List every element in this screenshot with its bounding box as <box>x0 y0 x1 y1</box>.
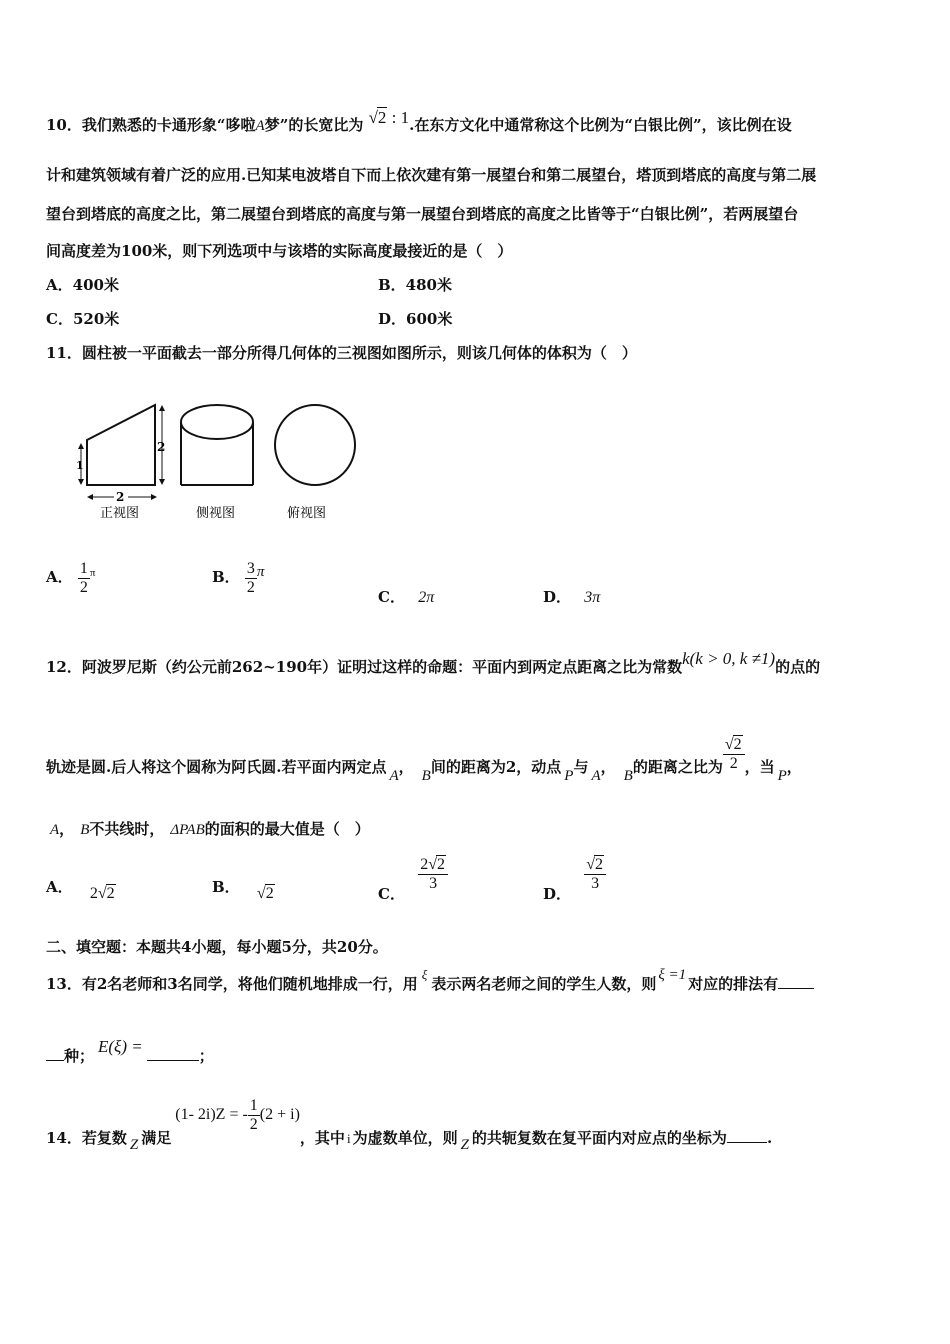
section-2-heading: 二、填空题：本题共4小题，每小题5分，共20分。 <box>46 938 388 956</box>
q11-option-d[interactable]: D． 3π <box>543 588 601 606</box>
top-view-label: 俯视图 <box>287 506 327 521</box>
q13-blank-1b[interactable] <box>46 1060 64 1061</box>
q10-option-b[interactable]: B．480米 <box>378 276 452 294</box>
q12-option-a[interactable]: A． 2√2 <box>46 878 115 902</box>
three-view-figure <box>70 395 370 530</box>
q10-option-c[interactable]: C．520米 <box>46 310 120 328</box>
q10-line1: 10．我们熟悉的卡通形象“哆啦A梦”的长宽比为 √2 : 1.在东方文化中通常称这个比例为“白银比例”，该比例在设 <box>46 108 792 134</box>
q13-blank-1a[interactable] <box>778 988 814 989</box>
q13-blank-2[interactable] <box>147 1060 199 1061</box>
q12-line1: 12．阿波罗尼斯（约公元前262~190年）证明过这样的命题：平面内到两定点距离之比为常数k(k > 0, k ≠1)的点的 <box>46 649 821 676</box>
side-view-ellipse <box>181 405 253 439</box>
q11-option-a[interactable]: A． $\frac{1}{2}$ $^\pi$ <box>46 560 96 596</box>
q14-blank[interactable] <box>727 1142 767 1143</box>
dim-label-left: 1 <box>76 459 84 472</box>
q12-option-b[interactable]: B． √2 <box>212 878 274 902</box>
side-view-label: 侧视图 <box>196 506 236 521</box>
q11-option-b[interactable]: B． $\frac{3}{2}$ π <box>212 560 265 596</box>
q10-option-a[interactable]: A．400米 <box>46 276 119 294</box>
q10-line3: 望台到塔底的高度之比，第二展望台到塔底的高度与第一展望台到塔底的高度之比皆等于“白银比例”，若两展望台 <box>46 205 799 223</box>
q13-line2: 种； E(ξ) = ； <box>46 1045 214 1066</box>
front-view-label: 正视图 <box>100 506 140 521</box>
q14-line: 14．若复数 Z 满足(1- 2i)Z = - $\frac{1}{2}$ (2 + i)，其中 i 为虚数单位，则 Z 的共轭复数在复平面内对应点的坐标为 . <box>46 1097 773 1154</box>
q10-line4: 间高度差为100米，则下列选项中与该塔的实际高度最接近的是（ ） <box>46 242 513 260</box>
q12-option-c[interactable]: C． $\frac{2√2}{3}$ <box>378 855 448 892</box>
q11-option-c[interactable]: C． 2π <box>378 588 435 606</box>
q12-option-d[interactable]: D． $\frac{√2}{3}$ <box>543 855 606 892</box>
dim-label-bottom: 2 <box>116 490 125 504</box>
front-view-shape <box>87 405 155 485</box>
q13-line1: 13．有2名老师和3名同学，将他们随机地排成一行，用ξ表示两名老师之间的学生人数，则 ξ =1 对应的排法有 <box>46 973 814 994</box>
q10-line2: 计和建筑领域有着广泛的应用.已知某电波塔自下而上依次建有第一展望台和第二展望台，塔顶到塔底的高度与第二展 <box>46 166 817 184</box>
dim-label-right: 2 <box>157 440 166 454</box>
q12-line3: A， B不共线时， ΔPAB的面积的最大值是（ ） <box>50 820 370 838</box>
q10-option-d[interactable]: D．600米 <box>378 310 453 328</box>
top-view-circle <box>275 405 355 485</box>
q11-stem: 11．圆柱被一平面截去一部分所得几何体的三视图如图所示，则该几何体的体积为（ ） <box>46 344 637 362</box>
q10-ratio: √2 : 1 <box>368 108 410 127</box>
q12-line2: 轨迹是圆.后人将这个圆称为阿氏圆.若平面内两定点 A， B间的距离为2，动点 P与 A， B的距离之比为 $\frac{√2}{2}$ ，当 P， <box>46 736 802 784</box>
